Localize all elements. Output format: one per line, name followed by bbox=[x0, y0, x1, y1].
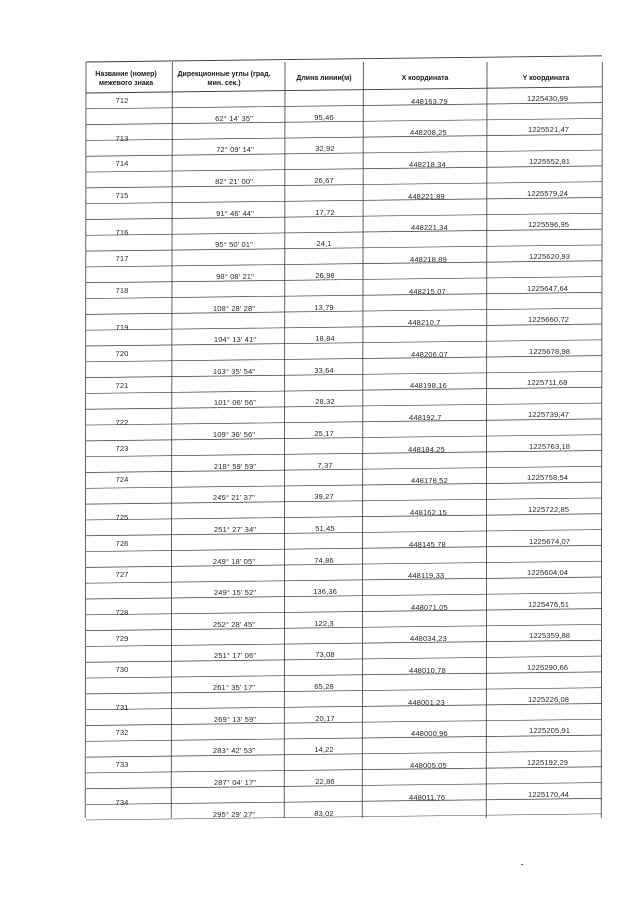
column-divider bbox=[85, 62, 86, 818]
point-name: 724 bbox=[115, 475, 129, 485]
segment-angle: 82° 21' 00" bbox=[215, 177, 253, 187]
point-name: 726 bbox=[115, 538, 129, 548]
point-name: 733 bbox=[115, 760, 129, 770]
point-name: 729 bbox=[115, 633, 129, 643]
point-x: 448221,89 bbox=[408, 191, 445, 201]
row-divider bbox=[86, 514, 602, 520]
row-divider bbox=[86, 672, 602, 678]
segment-length: 17,72 bbox=[315, 207, 335, 217]
point-x: 448034,23 bbox=[410, 634, 447, 644]
segment-length: 14,22 bbox=[314, 745, 334, 755]
segment-angle: 261° 35' 17" bbox=[212, 683, 256, 693]
segment-angle: 98° 08' 21" bbox=[216, 271, 254, 281]
segment-length: 28,32 bbox=[315, 397, 335, 407]
segment-length: 25,17 bbox=[314, 429, 334, 439]
point-x: 448011,76 bbox=[409, 792, 446, 802]
segment-angle: 245° 21' 37" bbox=[212, 493, 256, 503]
point-name: 721 bbox=[115, 380, 129, 390]
segment-length: 65,28 bbox=[314, 682, 334, 692]
header-y: Y координата bbox=[522, 75, 570, 82]
segment-angle: 72° 09' 14" bbox=[216, 145, 254, 155]
point-x: 448198,16 bbox=[410, 381, 447, 391]
segment-angle: 251° 17' 06" bbox=[213, 651, 257, 661]
point-name: 731 bbox=[115, 702, 129, 712]
row-divider bbox=[86, 577, 602, 583]
row-divider bbox=[86, 134, 602, 140]
point-name: 716 bbox=[115, 228, 129, 238]
segment-angle: 287° 04' 17" bbox=[213, 777, 257, 787]
point-name: 728 bbox=[115, 607, 129, 617]
segment-length: 26,67 bbox=[314, 176, 334, 186]
point-x: 448208,25 bbox=[410, 128, 447, 138]
point-name: 725 bbox=[115, 513, 129, 523]
point-y: 1225660,72 bbox=[528, 315, 570, 325]
point-x: 448178,52 bbox=[411, 476, 448, 486]
row-divider bbox=[86, 640, 602, 646]
point-name: 712 bbox=[115, 96, 129, 105]
segment-angle: 62° 14' 35" bbox=[215, 113, 253, 123]
segment-length: 24,1 bbox=[316, 239, 332, 249]
segment-angle: 283° 42' 53" bbox=[212, 746, 256, 756]
segment-length: 18,84 bbox=[315, 334, 335, 344]
point-x: 448001,23 bbox=[408, 697, 445, 707]
row-divider bbox=[86, 798, 602, 804]
segment-angle: 252° 28' 45" bbox=[212, 619, 256, 629]
row-divider bbox=[86, 387, 602, 393]
segment-length: 7,37 bbox=[317, 460, 333, 470]
point-y: 1225521,47 bbox=[528, 125, 570, 135]
segment-angle: 109° 36' 56" bbox=[212, 430, 256, 440]
table-top-border bbox=[86, 56, 602, 62]
point-name: 720 bbox=[115, 348, 129, 358]
point-x: 448071,05 bbox=[411, 602, 448, 612]
header-length: Длина линии(м) bbox=[296, 75, 352, 82]
segment-angle: 95° 50' 01" bbox=[215, 240, 253, 250]
header-name: Название (номер) межевого знака bbox=[95, 71, 157, 87]
header-x: X координата bbox=[401, 75, 449, 82]
point-x: 448119,33 bbox=[408, 571, 445, 581]
point-y: 1225226,08 bbox=[528, 694, 570, 704]
point-x: 448218,34 bbox=[409, 160, 446, 170]
row-divider bbox=[86, 324, 602, 330]
point-y: 1225192,29 bbox=[527, 757, 569, 767]
point-y: 1225678,98 bbox=[529, 346, 571, 356]
point-y: 1225552,81 bbox=[529, 157, 571, 167]
point-y: 1225763,18 bbox=[529, 441, 571, 451]
segment-angle: 251° 27' 34" bbox=[213, 524, 257, 534]
segment-length: 136,36 bbox=[313, 587, 337, 597]
segment-length: 95,46 bbox=[314, 112, 334, 122]
point-x: 448163,79 bbox=[411, 96, 448, 106]
row-divider bbox=[86, 703, 602, 709]
row-divider bbox=[86, 356, 602, 362]
point-y: 1225647,64 bbox=[527, 283, 569, 293]
point-name: 713 bbox=[115, 133, 129, 143]
point-y: 1225711,68 bbox=[527, 378, 568, 388]
point-name: 723 bbox=[115, 443, 129, 453]
segment-length: 32,92 bbox=[315, 144, 335, 154]
point-x: 448210,7 bbox=[408, 318, 441, 328]
point-x: 448215,07 bbox=[409, 286, 446, 296]
scan-speck bbox=[521, 864, 523, 865]
segment-angle: 103° 35' 54" bbox=[212, 366, 256, 376]
point-y: 1225620,93 bbox=[529, 251, 571, 261]
segment-length: 73,08 bbox=[315, 650, 335, 660]
header-angle: Дирекционные углы (град. мин. сек.) bbox=[177, 71, 271, 87]
point-x: 448010,78 bbox=[409, 666, 446, 676]
segment-angle: 269° 13' 59" bbox=[213, 714, 257, 724]
point-y: 1225205,91 bbox=[529, 726, 571, 736]
point-name: 734 bbox=[115, 797, 129, 807]
row-divider bbox=[86, 545, 602, 551]
point-y: 1225430,99 bbox=[527, 93, 569, 103]
row-divider bbox=[86, 166, 602, 172]
header-bottom-border bbox=[86, 87, 602, 93]
segment-length: 74,86 bbox=[314, 555, 334, 565]
row-divider bbox=[86, 419, 602, 425]
point-x: 448000,96 bbox=[411, 729, 448, 739]
segment-length: 22,86 bbox=[315, 776, 335, 786]
row-divider bbox=[86, 482, 602, 488]
segment-length: 122,3 bbox=[314, 618, 334, 628]
point-x: 448221,34 bbox=[411, 223, 448, 233]
point-y: 1225596,95 bbox=[528, 220, 570, 230]
segment-angle: 249° 15' 52" bbox=[213, 588, 257, 598]
point-x: 448206,07 bbox=[411, 349, 448, 359]
point-x: 448145,78 bbox=[409, 539, 446, 549]
point-name: 714 bbox=[115, 159, 129, 169]
point-name: 730 bbox=[115, 665, 129, 675]
segment-angle: 108° 28' 28" bbox=[212, 303, 256, 313]
point-y: 1225359,88 bbox=[529, 631, 571, 641]
segment-angle: 91° 46' 44" bbox=[216, 208, 254, 218]
point-y: 1225579,24 bbox=[527, 188, 569, 198]
point-x: 448005,05 bbox=[410, 760, 447, 770]
point-name: 727 bbox=[115, 570, 129, 580]
segment-length: 26,98 bbox=[315, 270, 335, 280]
segment-angle: 101° 06' 56" bbox=[213, 398, 257, 408]
row-divider bbox=[86, 450, 602, 456]
segment-angle: 104° 13' 41" bbox=[213, 335, 257, 345]
point-x: 448218,89 bbox=[410, 254, 447, 264]
point-x: 448162,15 bbox=[410, 507, 447, 517]
row-divider bbox=[86, 767, 602, 773]
point-y: 1225290,66 bbox=[527, 663, 569, 673]
segment-angle: 295° 29' 27" bbox=[212, 809, 256, 819]
segment-length: 13,79 bbox=[314, 302, 334, 312]
row-divider bbox=[86, 292, 602, 298]
row-divider bbox=[86, 229, 602, 235]
column-divider bbox=[362, 62, 363, 818]
segment-angle: 218° 59' 59" bbox=[213, 461, 257, 471]
point-name: 722 bbox=[115, 418, 129, 428]
row-divider bbox=[86, 261, 602, 267]
point-x: 448184,25 bbox=[408, 444, 445, 454]
point-y: 1225722,85 bbox=[528, 504, 570, 514]
segment-length: 51,45 bbox=[315, 523, 335, 533]
point-y: 1225170,44 bbox=[528, 789, 570, 799]
point-name: 732 bbox=[115, 728, 129, 738]
row-divider bbox=[86, 735, 602, 741]
segment-angle: 249° 18' 05" bbox=[212, 556, 256, 566]
point-y: 1225739,47 bbox=[528, 410, 570, 420]
point-y: 1225758,54 bbox=[527, 473, 569, 483]
segment-length: 20,17 bbox=[315, 713, 335, 723]
point-name: 718 bbox=[115, 285, 129, 295]
point-y: 1225604,04 bbox=[527, 568, 569, 578]
point-y: 1225674,07 bbox=[529, 536, 571, 546]
column-divider bbox=[601, 62, 602, 818]
segment-length: 39,27 bbox=[314, 492, 334, 502]
segment-length: 83,02 bbox=[314, 808, 334, 818]
row-divider bbox=[86, 103, 602, 109]
row-divider bbox=[86, 609, 602, 615]
point-name: 717 bbox=[115, 254, 129, 264]
point-y: 1225476,51 bbox=[528, 599, 570, 609]
point-x: 448192,7 bbox=[409, 413, 442, 423]
point-name: 719 bbox=[115, 323, 129, 333]
segment-length: 33,64 bbox=[314, 365, 334, 375]
point-name: 715 bbox=[115, 190, 129, 200]
row-divider bbox=[86, 197, 602, 203]
